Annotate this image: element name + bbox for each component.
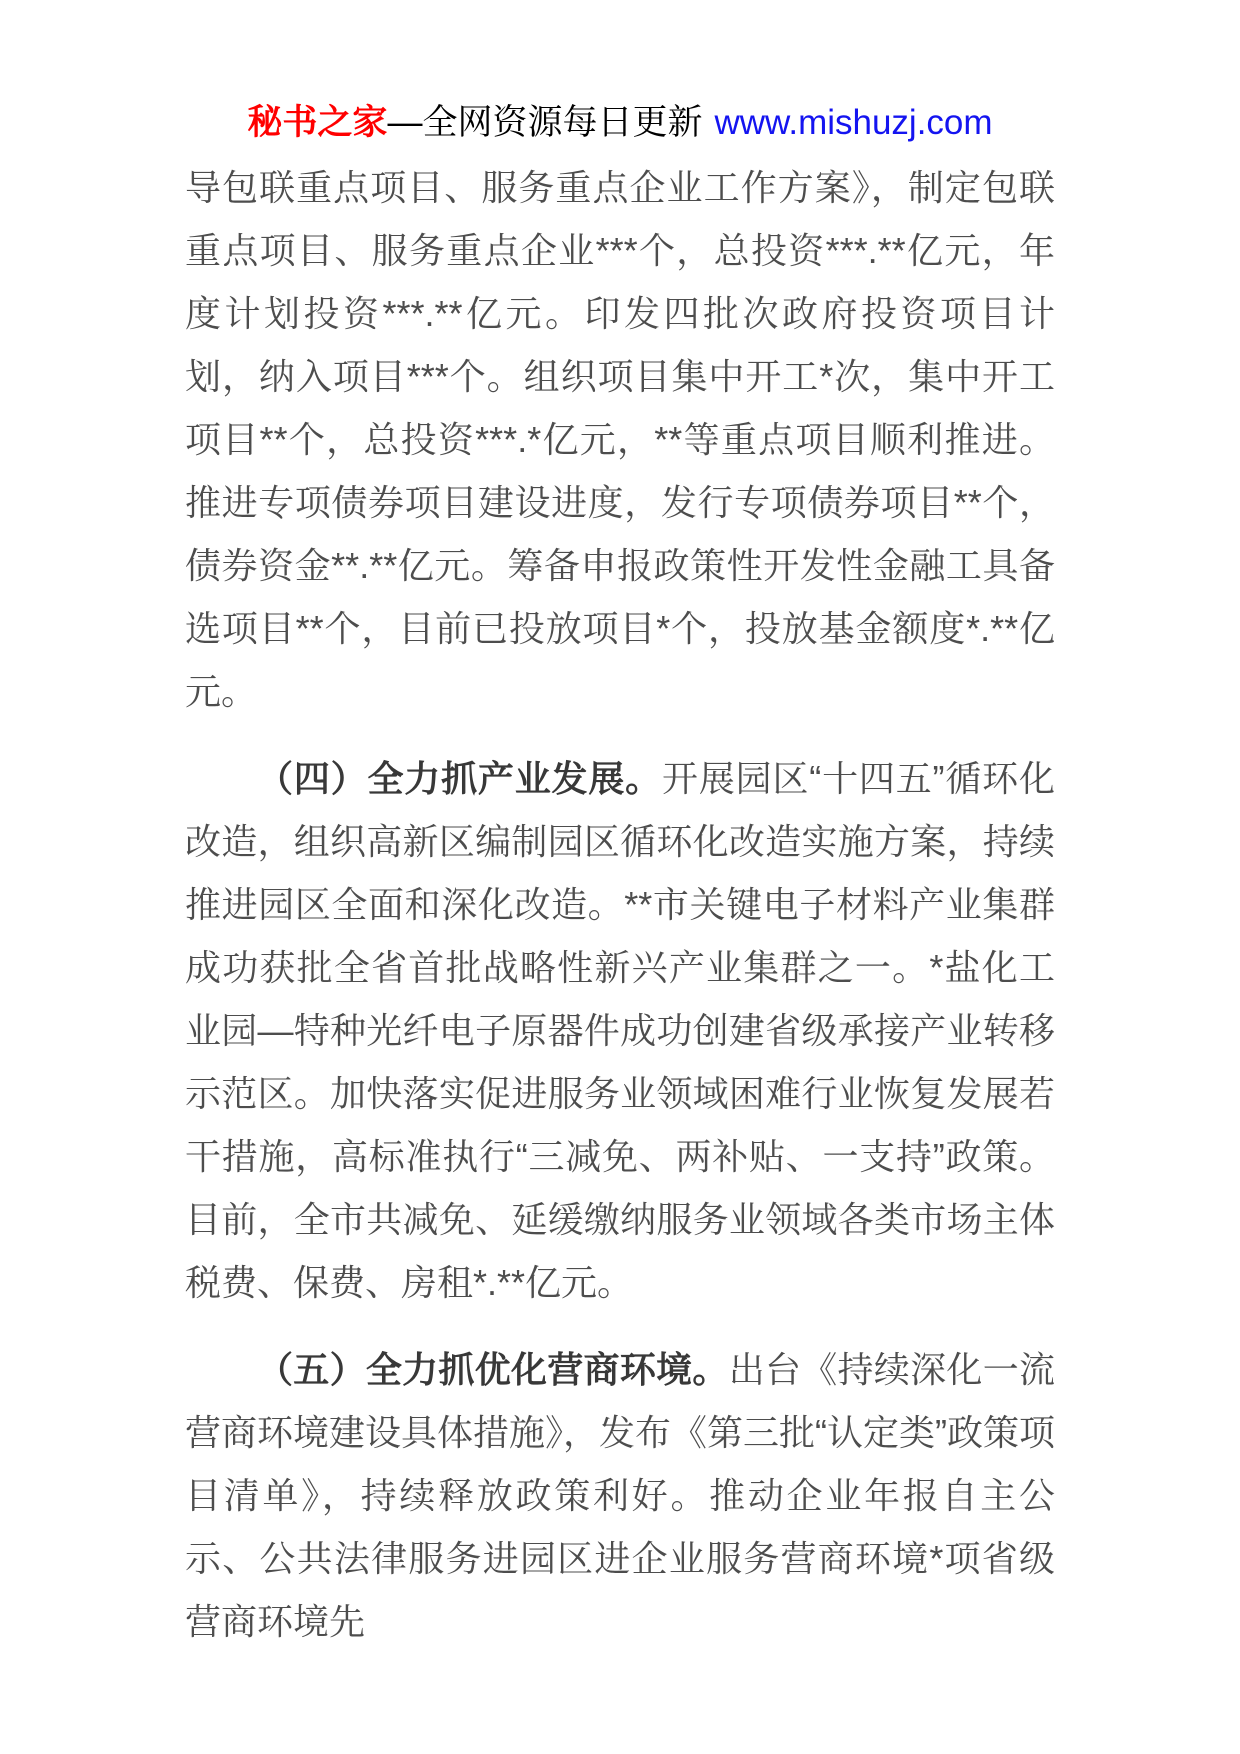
document-paragraph: （五）全力抓优化营商环境。出台《持续深化一流营商环境建设具体措施》，发布《第三批“认定类”政策项目清单》，持续释放政策利好。推动企业年报自主公示、公共法律服务进园区进企业服务营商环境*项省级营商环境先 [185,1349,1055,1642]
document-paragraph: （四）全力抓产业发展。开展园区“十四五”循环化改造，组织高新区编制园区循环化改造实施方案，持续推进园区全面和深化改造。**市关键电子材料产业集群成功获批全省首批战略性新兴产业集群之一。*盐化工业园—特种光纤电子原器件成功创建省级承接产业转移示范区。加快落实促进服务业领域困难行业恢复发展若干措施，高标准执行“三减免、两补贴、一支持”政策。目前，全市共减免、延缓缴纳服务业领域各类市场主体税费、保费、房租*.**亿元。 [185,758,1055,1303]
site-tagline: —全网资源每日更新 [387,103,703,142]
document-body [185,156,1055,1653]
document-paragraph: 导包联重点项目、服务重点企业工作方案》，制定包联重点项目、服务重点企业***个，总投资***.**亿元，年度计划投资***.**亿元。印发四批次政府投资项目计划，纳入项目***个。组织项目集中开工*次，集中开工项目**个，总投资***.*亿元，**等重点项目顺利推进。推进专项债券项目建设进度，发行专项债券项目**个，债券资金**.**亿元。筹备申报政策性开发性金融工具备选项目**个，目前已投放项目*个，投放基金额度*.**亿元。 [185,167,1055,712]
paragraph-heading: （四）全力抓产业发展。 [257,758,663,799]
site-header [0,100,1240,146]
paragraph-heading: （五）全力抓优化营商环境。 [257,1349,729,1390]
site-url-link[interactable]: www.mishuzj.com [714,103,993,142]
site-brand: 秘书之家 [247,103,388,142]
